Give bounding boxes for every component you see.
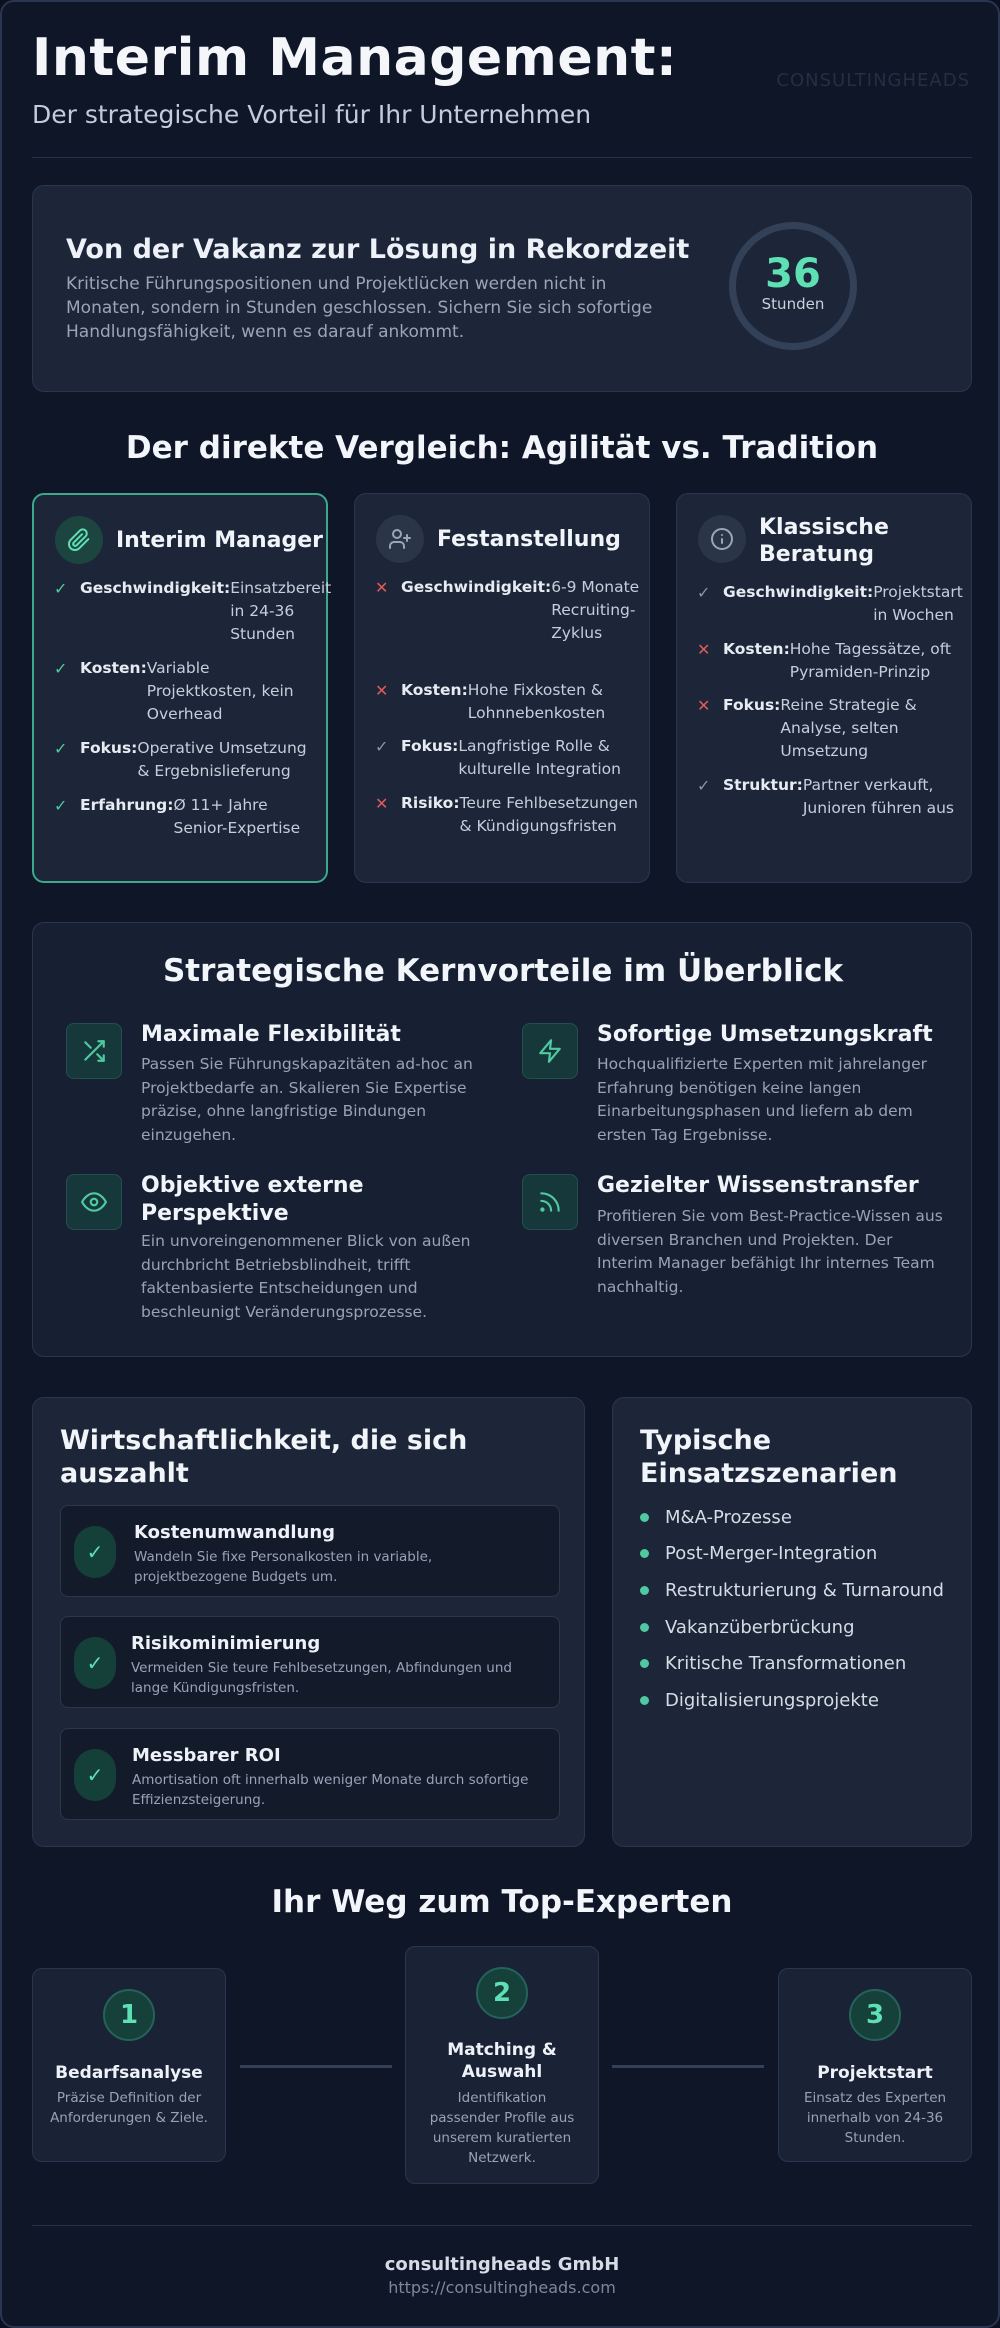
comparison-row-value: 6-9 Monate Recruiting-Zyklus [551, 578, 640, 642]
comparison-row-value: Partner verkauft, Junioren führen aus [802, 776, 955, 817]
process-step [405, 1946, 599, 2184]
economy-item [60, 1505, 560, 1597]
comparison-row-label: Fokus: [723, 696, 781, 714]
page-subtitle: Der strategische Vorteil für Ihr Unternehmen [32, 100, 592, 129]
step-text: Präzise Definition der Anforderungen & Ziele. [50, 2090, 208, 2126]
header-divider [32, 157, 972, 158]
benefit-text: Ein unvoreingenommener Blick von außen durchbricht Betriebsblindheit, trifft faktenbasierte Entscheidungen und beschleunigt Veränderungsprozesse. [141, 1232, 471, 1321]
comparison-row-value: Teure Fehlbesetzungen & Kündigungsfristen [459, 794, 639, 835]
comparison-row-value: Reine Strategie & Analyse, selten Umsetzung [780, 696, 917, 760]
comparison-card-interim [32, 493, 332, 883]
process-step [778, 1968, 972, 2162]
comparison-row [697, 774, 965, 820]
eye-icon [66, 1174, 122, 1230]
list-item [640, 1682, 960, 1719]
cross-icon: ✕ [375, 681, 389, 700]
process-step [32, 1968, 226, 2162]
check-icon: ✓ [697, 776, 711, 795]
list-item [640, 1536, 960, 1573]
step-title: Matching & Auswahl [447, 2040, 557, 2082]
comparison-row-value: Variable Projektkosten, kein Overhead [146, 659, 294, 723]
comparison-row-value: Hohe Tagessätze, oft Pyramiden-Prinzip [789, 640, 951, 681]
check-icon: ✓ [375, 737, 389, 756]
comparison-row [54, 577, 332, 646]
economy-item [60, 1616, 560, 1708]
step-number: 1 [103, 1989, 155, 2041]
benefit-title: Gezielter Wissenstransfer [597, 1173, 919, 1198]
comparison-title: Der direkte Vergleich: Agilität vs. Tradition [125, 430, 879, 466]
check-icon: ✓ [54, 659, 68, 678]
comparison-row [697, 581, 965, 627]
step-number: 2 [476, 1967, 528, 2019]
check-icon: ✓ [74, 1749, 116, 1801]
process-title: Ihr Weg zum Top-Experten [271, 1884, 733, 1920]
footer-divider [32, 2225, 972, 2226]
footer-link[interactable]: https://consultingheads.com [388, 2278, 616, 2297]
comparison-row-label: Fokus: [401, 737, 459, 755]
comparison-row [375, 792, 643, 838]
list-item [640, 1609, 960, 1646]
user-plus-icon [376, 515, 424, 563]
list-item-label: Vakanzüberbrückung [665, 1616, 855, 1638]
step-connector [240, 2065, 392, 2068]
check-icon: ✓ [54, 739, 68, 758]
comparison-row-label: Kosten: [80, 659, 147, 677]
comparison-row-value: Einsatzbereit in 24-36 Stunden [230, 579, 332, 643]
hero-stat-ring [729, 222, 857, 350]
economy-title: Wirtschaftlichkeit, die sich auszahlt [60, 1425, 468, 1489]
scenarios-title: Typische Einsatzszenarien [640, 1425, 898, 1489]
comparison-card-festanstellung [354, 493, 650, 883]
benefit-title: Objektive externe Perspektive [141, 1173, 364, 1226]
list-item-label: Restrukturierung & Turnaround [665, 1579, 944, 1601]
comparison-row-label: Geschwindigkeit: [401, 578, 552, 596]
bullet-icon [640, 1696, 649, 1705]
comparison-row-value: Langfristige Rolle & kulturelle Integration [458, 737, 621, 778]
benefits-title: Strategische Kernvorteile im Überblick [162, 953, 844, 989]
bullet-icon [640, 1659, 649, 1668]
economy-item [60, 1728, 560, 1820]
list-item-label: Post-Merger-Integration [665, 1543, 878, 1565]
list-item-label: M&A-Prozesse [665, 1506, 792, 1528]
comparison-row-value: Hohe Fixkosten & Lohnnebenkosten [467, 681, 606, 722]
scenarios-list [640, 1499, 960, 1719]
comparison-row [697, 638, 965, 684]
list-item-label: Kritische Transformationen [665, 1653, 907, 1675]
comparison-row [54, 657, 322, 726]
cross-icon: ✕ [697, 640, 711, 659]
comparison-row-label: Struktur: [723, 776, 803, 794]
comparison-row-label: Kosten: [401, 681, 468, 699]
check-icon: ✓ [697, 583, 711, 602]
comparison-row-label: Geschwindigkeit: [723, 583, 874, 601]
comparison-row-value: Ø 11+ Jahre Senior-Expertise [173, 796, 301, 837]
comparison-row [375, 679, 643, 725]
check-icon: ✓ [54, 579, 68, 598]
comparison-row-value: Operative Umsetzung & Ergebnislieferung [137, 739, 307, 780]
benefits-section [32, 922, 972, 1357]
comparison-row [697, 694, 965, 763]
hero-stat-value: 36 [765, 251, 821, 297]
lightning-icon [522, 1023, 578, 1079]
paperclip-icon [55, 516, 103, 564]
step-text: Identifikation passender Profile aus unserem kuratierten Netzwerk. [429, 2090, 575, 2166]
check-icon: ✓ [74, 1526, 116, 1578]
economy-card [32, 1397, 585, 1847]
comparison-row-label: Erfahrung: [80, 796, 174, 814]
benefit-title: Maximale Flexibilität [141, 1022, 401, 1047]
comparison-card-title: Interim Manager [116, 528, 324, 553]
comparison-row-value: Projektstart in Wochen [873, 583, 963, 624]
step-title: Projektstart [817, 2063, 933, 2083]
benefit-text: Passen Sie Führungskapazitäten ad-hoc an Projektbedarfe an. Skalieren Sie Expertise präzise, ohne langfristige Bindungen einzugehen. [141, 1055, 473, 1144]
check-icon: ✓ [54, 796, 68, 815]
scenarios-card [612, 1397, 972, 1847]
comparison-card-beratung [676, 493, 972, 883]
comparison-row [375, 735, 643, 781]
economy-item-text: Wandeln Sie fixe Personalkosten in variable, projektbezogene Budgets um. [134, 1549, 433, 1585]
comparison-row [54, 737, 322, 783]
comparison-row [375, 576, 643, 645]
hero-stat-unit: Stunden [761, 295, 825, 313]
comparison-card-title: Klassische Beratung [759, 515, 889, 567]
step-connector [612, 2065, 764, 2068]
comparison-row-label: Fokus: [80, 739, 138, 757]
economy-item-title: Risikominimierung [131, 1633, 321, 1654]
comparison-card-title: Festanstellung [437, 527, 621, 552]
economy-item-title: Messbarer ROI [132, 1745, 281, 1766]
step-title: Bedarfsanalyse [55, 2063, 203, 2083]
bullet-icon [640, 1586, 649, 1595]
page-title: Interim Management: [32, 28, 678, 88]
hero-title: Von der Vakanz zur Lösung in Rekordzeit [66, 234, 690, 265]
shuffle-icon [66, 1023, 122, 1079]
rss-icon [522, 1174, 578, 1230]
cross-icon: ✕ [375, 578, 389, 597]
comparison-row-label: Geschwindigkeit: [80, 579, 231, 597]
list-item [640, 1645, 960, 1682]
benefit-text: Hochqualifizierte Experten mit jahrelanger Erfahrung benötigen keine langen Einarbeitungsphasen und liefern ab dem ersten Tag Ergebnisse. [597, 1055, 927, 1144]
hero-text: Kritische Führungspositionen und Projektlücken werden nicht in Monaten, sondern in Stunden geschlossen. Sichern Sie sich sofortige Handlungsfähigkeit, wenn es darauf ankommt. [66, 274, 653, 342]
bullet-icon [640, 1513, 649, 1522]
footer-company: consultingheads GmbH [384, 2254, 620, 2275]
benefit-title: Sofortige Umsetzungskraft [597, 1022, 933, 1047]
economy-item-text: Amortisation oft innerhalb weniger Monate durch sofortige Effizienzsteigerung. [132, 1772, 529, 1808]
list-item [640, 1572, 960, 1609]
list-item [640, 1499, 960, 1536]
check-icon: ✓ [74, 1637, 116, 1689]
cross-icon: ✕ [375, 794, 389, 813]
comparison-row [54, 794, 322, 840]
list-item-label: Digitalisierungsprojekte [665, 1689, 879, 1711]
step-text: Einsatz des Experten innerhalb von 24-36 Stunden. [803, 2090, 947, 2146]
brand-logo: CONSULTINGHEADS [776, 70, 970, 91]
benefit-text: Profitieren Sie vom Best-Practice-Wissen aus diversen Branchen und Projekten. Der Interim Manager befähigt Ihr internes Team nachhaltig. [597, 1207, 943, 1296]
info-icon [698, 515, 746, 563]
economy-item-text: Vermeiden Sie teure Fehlbesetzungen, Abfindungen und lange Kündigungsfristen. [131, 1660, 512, 1696]
bullet-icon [640, 1623, 649, 1632]
comparison-row-label: Kosten: [723, 640, 790, 658]
comparison-row-label: Risiko: [401, 794, 460, 812]
cross-icon: ✕ [697, 696, 711, 715]
economy-item-title: Kostenumwandlung [134, 1522, 336, 1543]
bullet-icon [640, 1549, 649, 1558]
step-number: 3 [849, 1989, 901, 2041]
